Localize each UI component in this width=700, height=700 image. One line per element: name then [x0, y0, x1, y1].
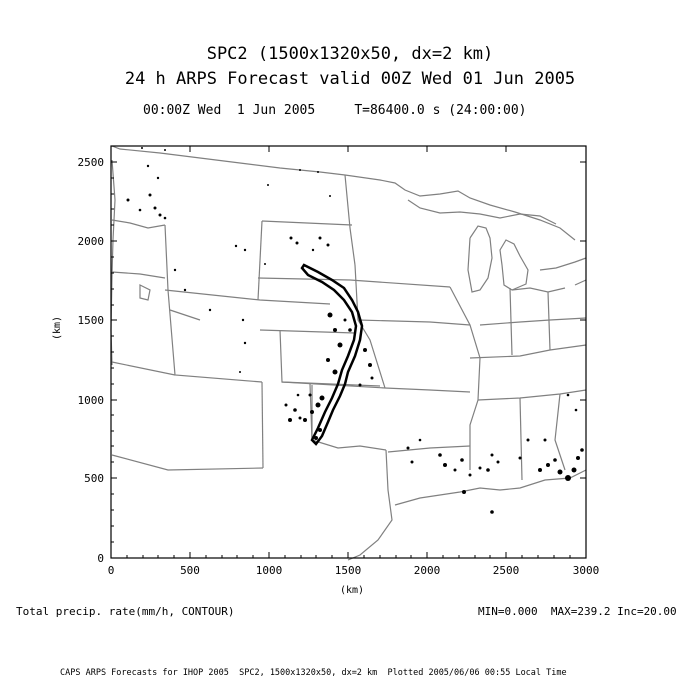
- x-tick-label: 1000: [255, 564, 283, 577]
- y-tick-label: 0: [97, 552, 104, 565]
- y-tick-label: 2000: [77, 235, 104, 248]
- x-tick-label: 2500: [492, 564, 520, 577]
- x-tick-labels: [108, 564, 600, 577]
- y-tick-labels: [78, 156, 105, 565]
- footer-caption: CAPS ARPS Forecasts for IHOP 2005 SPC2, 1500x1320x50, dx=2 km Plotted 2005/06/06 00:55 Local Time: [60, 668, 567, 678]
- y-tick-label: 1500: [77, 314, 104, 327]
- map-title: SPC2 (1500x1320x50, dx=2 km): [206, 44, 494, 64]
- x-tick-label: 3000: [572, 564, 600, 577]
- x-tick-label: 500: [180, 564, 200, 577]
- y-tick-label: 2500: [77, 156, 104, 169]
- field-stats: MIN=0.000 MAX=239.2 Inc=20.00: [478, 605, 677, 618]
- y-tick-label: 500: [84, 472, 104, 485]
- valid-time-subtitle: 00:00Z Wed 1 Jun 2005 T=86400.0 s (24:00:00): [143, 103, 527, 118]
- y-tick-label: 1000: [77, 394, 104, 407]
- x-tick-label: 0: [107, 564, 115, 577]
- x-axis-label: (km): [340, 585, 365, 596]
- x-tick-label: 1500: [334, 564, 362, 577]
- precip-cells-northwest: [127, 147, 332, 373]
- forecast-title: 24 h ARPS Forecast valid 00Z Wed 01 Jun 2005: [124, 69, 576, 89]
- y-axis-label: (km): [52, 315, 63, 340]
- field-label: Total precip. rate(mm/h, CONTOUR): [16, 605, 235, 618]
- precip-contours: [127, 147, 584, 514]
- x-tick-label: 2000: [413, 564, 441, 577]
